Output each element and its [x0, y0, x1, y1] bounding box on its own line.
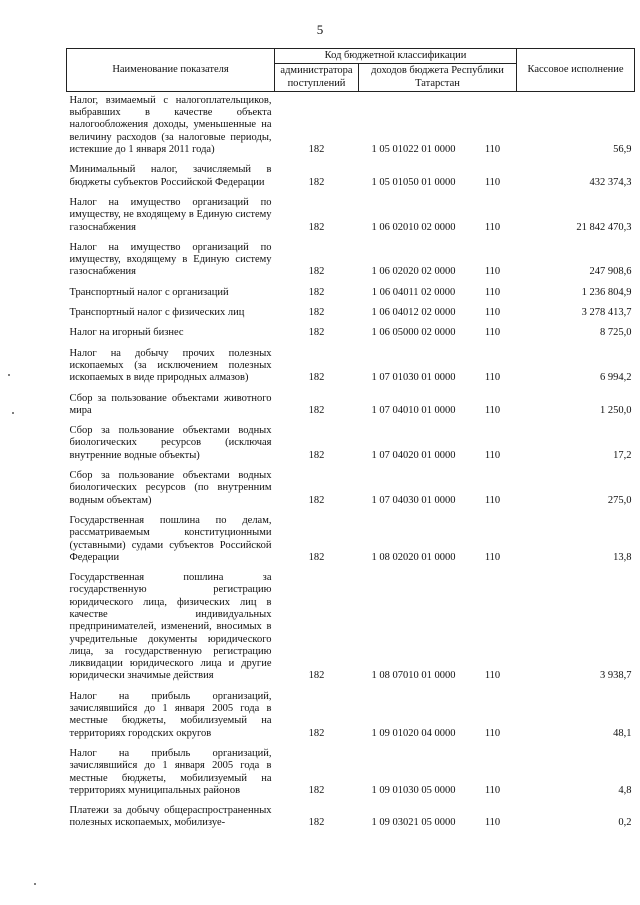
table-row [67, 688, 635, 745]
row-revenue-code: 1 08 07010 01 0000 [371, 670, 456, 682]
row-subcode: 110 [484, 784, 501, 796]
row-cash-execution: 4,8 [618, 784, 632, 796]
row-indicator-name: Налог на игорный бизнес [69, 327, 184, 339]
row-indicator-name: Налог, взимаемый с налогоплательщиков, выбравших в качестве объекта налогообложения доходы, уменьшенные на величину расходов (за налоговые периоды, истекшие до 1 января 2011 года) [69, 94, 272, 156]
scan-speck [12, 412, 14, 414]
table-row [67, 239, 635, 284]
row-subcode: 110 [484, 494, 501, 506]
row-subcode: 110 [484, 221, 501, 233]
table-row [67, 345, 635, 390]
row-cash-execution: 21 842 470,3 [576, 221, 632, 233]
row-administrator-code: 182 [308, 221, 325, 233]
row-revenue-code: 1 06 02020 02 0000 [371, 266, 456, 278]
scan-speck [34, 883, 36, 885]
table-row [67, 422, 635, 467]
row-administrator-code: 182 [308, 307, 325, 319]
row-indicator-name: Государственная пошлина за государственную регистрацию юридического лица, физических лиц в качестве индивидуальных предпринимателей, изменений, вносимых в учредительные документы юридического лица, за государственную регистрацию ликвидации юридического лица и другие юридически значимые действия [69, 572, 272, 682]
row-indicator-name: Налог на имущество организаций по имуществу, входящему в Единую систему газоснабжения [69, 241, 272, 278]
row-cash-execution: 1 236 804,9 [581, 286, 632, 298]
row-indicator-name: Налог на прибыль организаций, зачислявшийся до 1 января 2005 года в местные бюджеты, мобилизуемый на территориях городских округов [69, 690, 272, 739]
table-row [67, 390, 635, 423]
row-indicator-name: Налог на имущество организаций по имуществу, не входящему в Единую систему газоснабжения [69, 196, 272, 233]
row-administrator-code: 182 [308, 144, 325, 156]
row-revenue-code: 1 07 04030 01 0000 [371, 494, 456, 506]
row-administrator-code: 182 [308, 176, 325, 188]
row-subcode: 110 [484, 307, 501, 319]
budget-revenue-table [66, 48, 635, 835]
row-revenue-code: 1 05 01050 01 0000 [371, 176, 456, 188]
row-administrator-code: 182 [308, 817, 325, 829]
table-row [67, 194, 635, 239]
row-subcode: 110 [484, 404, 501, 416]
row-indicator-name: Налог на добычу прочих полезных ископаемых (за исключением полезных ископаемых в виде природных алмазов) [69, 347, 272, 384]
row-revenue-code: 1 06 02010 02 0000 [371, 221, 456, 233]
row-subcode: 110 [484, 727, 501, 739]
row-subcode: 110 [484, 144, 501, 156]
row-administrator-code: 182 [308, 727, 325, 739]
row-revenue-code: 1 09 01020 04 0000 [371, 727, 456, 739]
row-subcode: 110 [484, 266, 501, 278]
row-cash-execution: 3 938,7 [600, 670, 632, 682]
table-row [67, 802, 635, 835]
row-cash-execution: 3 278 413,7 [581, 307, 632, 319]
row-indicator-name: Налог на прибыль организаций, зачислявшийся до 1 января 2005 года в местные бюджеты, мобилизуемый на территориях муниципальных районов [69, 747, 272, 796]
row-administrator-code: 182 [308, 784, 325, 796]
table-row [67, 161, 635, 194]
table-row [67, 304, 635, 324]
row-indicator-name: Транспортный налог с организаций [69, 286, 229, 298]
row-revenue-code: 1 07 01030 01 0000 [371, 372, 456, 384]
row-indicator-name: Минимальный налог, зачисляемый в бюджеты субъектов Российской Федерации [69, 164, 272, 188]
row-administrator-code: 182 [308, 372, 325, 384]
row-administrator-code: 182 [308, 551, 325, 563]
header-administrator: администратора поступлений [275, 64, 359, 92]
table-header [67, 49, 635, 92]
row-cash-execution: 17,2 [613, 449, 632, 461]
row-revenue-code: 1 09 01030 05 0000 [371, 784, 456, 796]
row-cash-execution: 432 374,3 [589, 176, 632, 188]
row-indicator-name: Сбор за пользование объектами животного мира [69, 392, 272, 416]
table-row [67, 467, 635, 512]
row-cash-execution: 8 725,0 [600, 327, 632, 339]
page-number: 5 [316, 22, 324, 37]
row-administrator-code: 182 [308, 266, 325, 278]
header-budget-revenue: доходов бюджета Республики Татарстан [359, 64, 517, 92]
table-body [67, 91, 635, 834]
row-cash-execution: 247 908,6 [589, 266, 632, 278]
row-revenue-code: 1 08 02020 01 0000 [371, 551, 456, 563]
row-administrator-code: 182 [308, 404, 325, 416]
row-revenue-code: 1 07 04010 01 0000 [371, 404, 456, 416]
row-cash-execution: 1 250,0 [600, 404, 632, 416]
row-revenue-code: 1 06 05000 02 0000 [371, 327, 456, 339]
table-row [67, 324, 635, 344]
row-subcode: 110 [484, 817, 501, 829]
row-revenue-code: 1 06 04012 02 0000 [371, 307, 456, 319]
row-revenue-code: 1 09 03021 05 0000 [371, 817, 456, 829]
row-revenue-code: 1 05 01022 01 0000 [371, 144, 456, 156]
row-cash-execution: 0,2 [618, 817, 632, 829]
table-row [67, 284, 635, 304]
row-indicator-name: Сбор за пользование объектами водных биологических ресурсов (исключая внутренние водные объекты) [69, 425, 272, 461]
scan-speck [8, 374, 10, 376]
header-cash-execution: Кассовое исполнение [517, 49, 635, 92]
row-subcode: 110 [484, 176, 501, 188]
row-subcode: 110 [484, 286, 501, 298]
row-administrator-code: 182 [308, 327, 325, 339]
row-administrator-code: 182 [308, 449, 325, 461]
row-indicator-name: Государственная пошлина по делам, рассматриваемым конституционными (уставными) судами субъектов Российской Федерации [69, 514, 272, 563]
row-indicator-name: Транспортный налог с физических лиц [69, 307, 245, 319]
header-indicator-name: Наименование показателя [67, 49, 275, 92]
row-subcode: 110 [484, 372, 501, 384]
row-subcode: 110 [484, 670, 501, 682]
row-administrator-code: 182 [308, 494, 325, 506]
row-cash-execution: 275,0 [607, 494, 632, 506]
row-revenue-code: 1 07 04020 01 0000 [371, 449, 456, 461]
table-row [67, 91, 635, 161]
header-classification-code: Код бюджетной классификации [275, 49, 517, 64]
row-indicator-name: Сбор за пользование объектами водных биологических ресурсов (по внутренним водным объектам) [69, 470, 272, 506]
row-administrator-code: 182 [308, 286, 325, 298]
table-row [67, 512, 635, 569]
row-cash-execution: 6 994,2 [600, 372, 632, 384]
row-subcode: 110 [484, 327, 501, 339]
row-cash-execution: 48,1 [613, 727, 632, 739]
row-revenue-code: 1 06 04011 02 0000 [371, 286, 456, 298]
row-subcode: 110 [484, 551, 501, 563]
row-cash-execution: 13,8 [613, 551, 632, 563]
table-row [67, 745, 635, 802]
row-cash-execution: 56,9 [613, 144, 632, 156]
row-subcode: 110 [484, 449, 501, 461]
table-row [67, 569, 635, 688]
row-administrator-code: 182 [308, 670, 325, 682]
row-indicator-name: Платежи за добычу общераспространенных полезных ископаемых, мобилизуе- [69, 805, 272, 829]
